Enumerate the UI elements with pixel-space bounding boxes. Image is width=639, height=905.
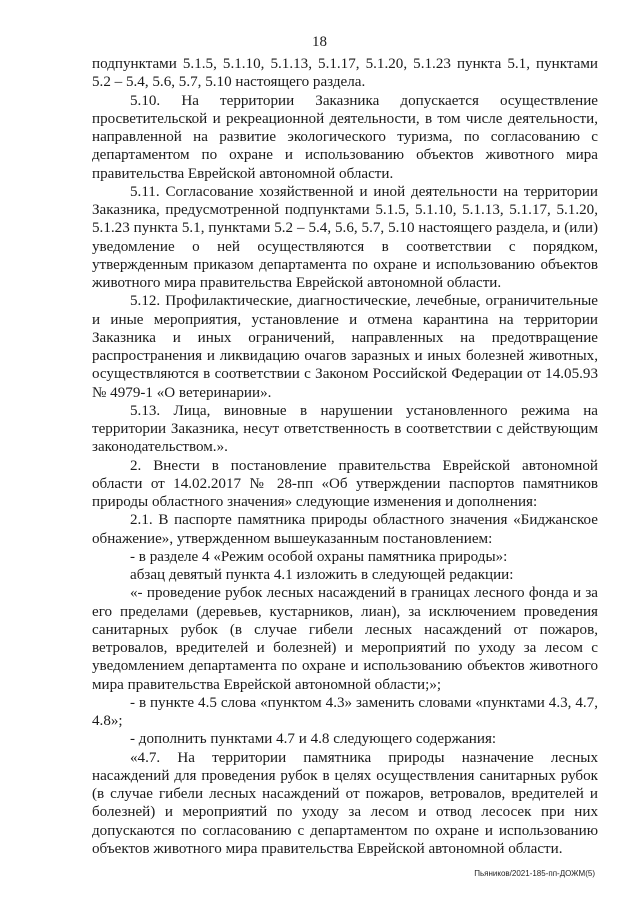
- paragraph: 5.13. Лица, виновные в нарушении установленного режима на территории Заказника, несут ответственность в соответствии с действующим законодательством.».: [92, 402, 598, 456]
- paragraph: абзац девятый пункта 4.1 изложить в следующей редакции:: [130, 567, 514, 583]
- paragraph: - дополнить пунктами 4.7 и 4.8 следующего содержания:: [130, 731, 497, 748]
- paragraph: 2. Внести в постановление правительства Еврейской автономной области от 14.02.2017 № 28-пп «Об утверждении паспортов памятников природы областного значения» следующие изменения и дополнения:: [92, 457, 598, 510]
- document-body: [92, 55, 598, 858]
- paragraph: подпунктами 5.1.5, 5.1.10, 5.1.13, 5.1.17, 5.1.20, 5.1.23 пункта 5.1, пунктами 5.2 – 5.4, 5.6, 5.7, 5.10 настоящего раздела.: [92, 56, 598, 91]
- paragraph: «- проведение рубок лесных насаждений в границах лесного фонда и за его пределами (деревьев, кустарников, лиан), за исключением проведения санитарных рубок (в случае гибели лесных насаждений от пожаров, ветровалов, вредителей и болезней) и мероприятий по уходу за лесом с уведомлением департамента по охране и использованию объектов животного мира правительства Еврейской автономной области;»;: [92, 585, 598, 693]
- page-number: 18: [312, 34, 327, 50]
- paragraph: 5.11. Согласование хозяйственной и иной деятельности на территории Заказника, предусмотренной подпунктами 5.1.5, 5.1.10, 5.1.13, 5.1.17, 5.1.20, 5.1.23 пункта 5.1, пунктами 5.2 – 5.4, 5.6, 5.7, 5.10 настоящего раздела, и (или) уведомление о ней осуществляются в соответствии с порядком, утвержденным приказом департамента по охране и использованию объектов животного мира правительства Еврейской автономной области.: [92, 183, 598, 291]
- document-footer-code: Пьяников/2021-185-пп-ДОЖМ(5): [474, 869, 595, 878]
- paragraph: 5.10. На территории Заказника допускается осуществление просветительской и рекреационной деятельности, в том числе деятельности, направленной на развитие экологического туризма, по согласованию с департаментом по охране и использованию объектов животного мира правительства Еврейской автономной области.: [92, 92, 598, 182]
- paragraph: 5.12. Профилактические, диагностические, лечебные, ограничительные и иные мероприятия, установление и отмена карантина на территории Заказника и иных ограничений, направленных на предотвращение распространения и ликвидацию очагов заразных и иных болезней животных, осуществляются в соответствии с Законом Российской Федерации от 14.05.93 № 4979-1 «О ветеринарии».: [92, 293, 598, 401]
- paragraph: 2.1. В паспорте памятника природы областного значения «Биджанское обнажение», утвержденном вышеуказанным постановлением:: [92, 512, 598, 547]
- paragraph: - в разделе 4 «Режим особой охраны памятника природы»:: [130, 548, 508, 565]
- paragraph: - в пункте 4.5 слова «пунктом 4.3» заменить словами «пунктами 4.3, 4.7, 4.8»;: [92, 694, 598, 729]
- paragraph: «4.7. На территории памятника природы назначение лесных насаждений для проведения рубок в целях осуществления санитарных рубок (в случае гибели лесных насаждений от пожаров, ветровалов, вредителей и болезней) и мероприятий по уходу за лесом и отвод лесосек при них допускаются по согласованию с департаментом по охране и использованию объектов животного мира правительства Еврейской автономной области.: [92, 749, 598, 857]
